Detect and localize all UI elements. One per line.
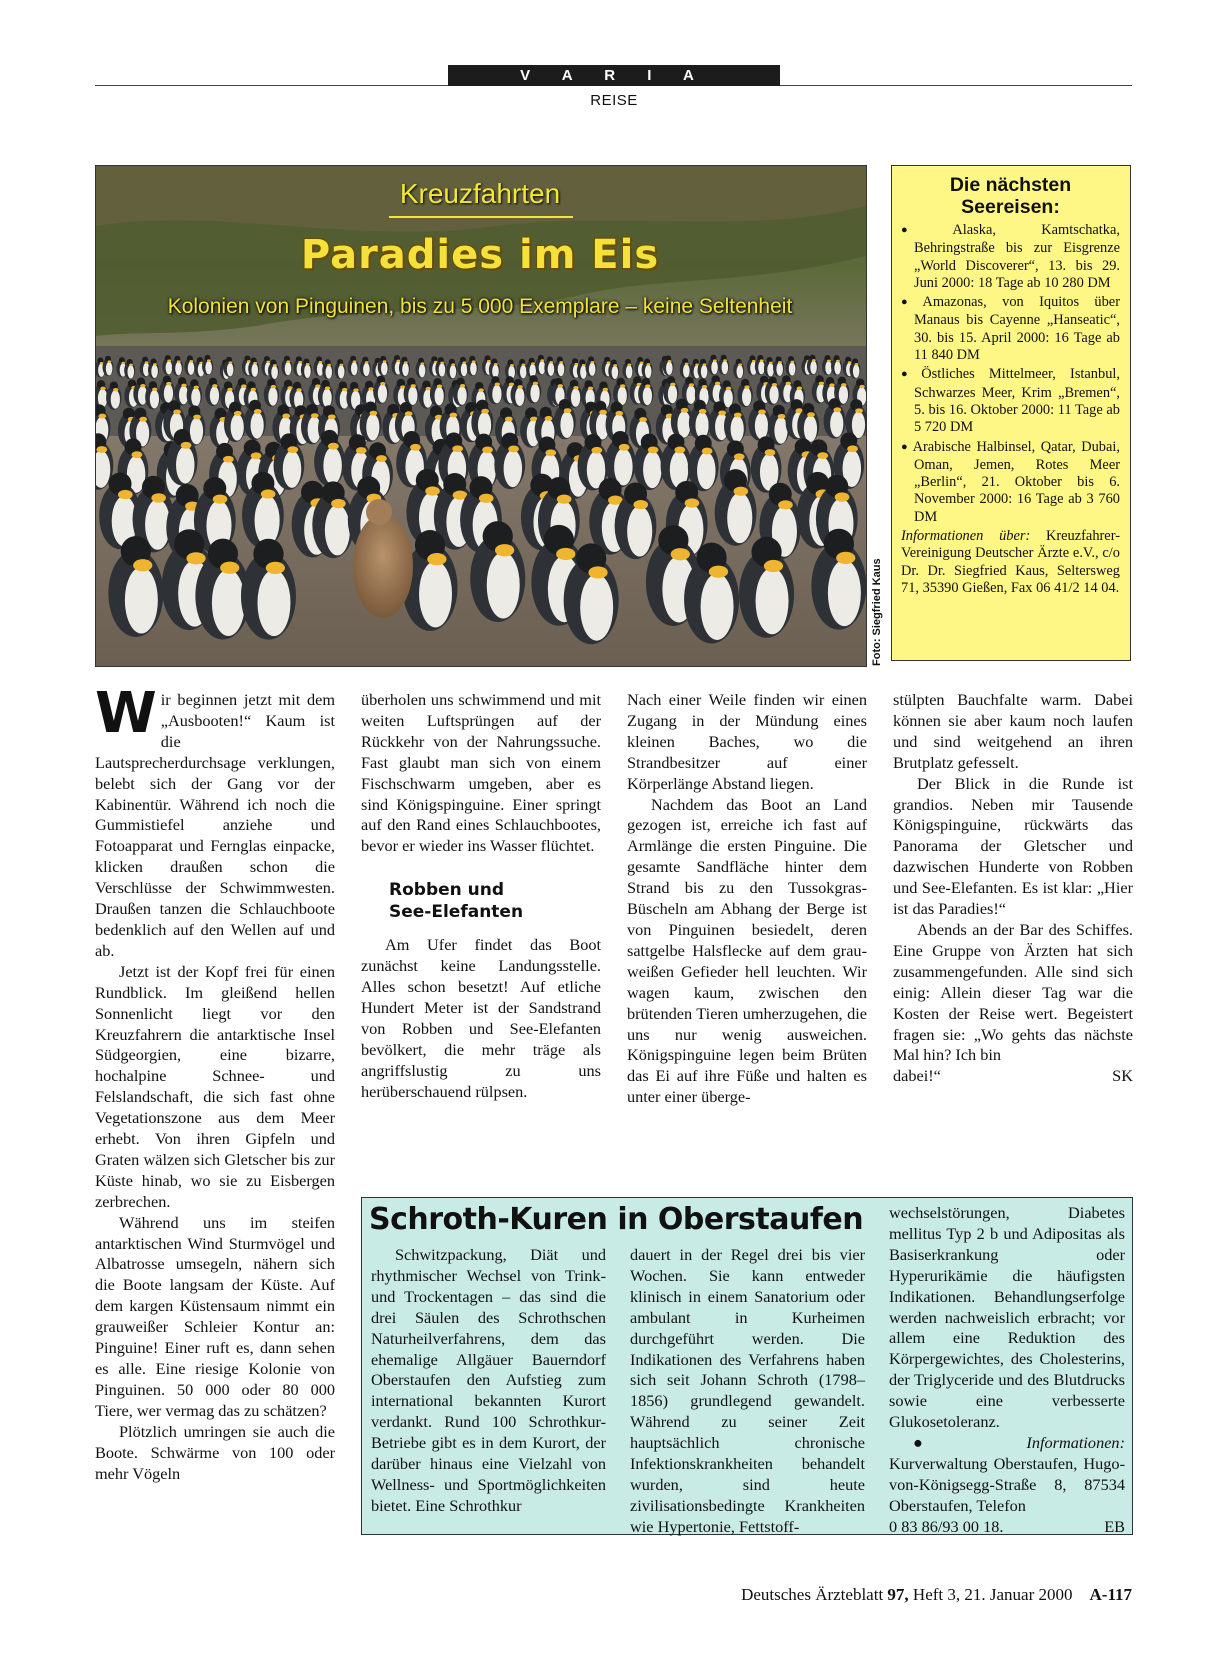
sidebar-info	[901, 528, 1120, 597]
article-paragraph: stülpten Bauchfalte warm. Dabei können sie aber kaum noch laufen und sind weitgehend an ihren Brutplatz gefesselt.	[893, 690, 1133, 772]
box-paragraph: Schwitzpackung, Diät und rhythmischer Wechsel von Trink- und Trockentagen – das sind die drei Säulen des Schrothschen Naturheilverfahrens, dem das ehemalige Allgäuer Bauerndorf Oberstaufen den Aufstieg zum international bekannten Kurort verdankt. Rund 100 Schrothkur-Betriebe gibt es in dem Kurort, der darüber hinaus eine Vielzahl von Wellness- und Sportmöglichkeiten bietet. Eine Schrothkur	[371, 1245, 606, 1515]
author-signature: SK	[1112, 1066, 1133, 1086]
subheadline: Kolonien von Pinguinen, bis zu 5 000 Exemplare – keine Seltenheit	[167, 295, 793, 318]
section-label: V A R I A	[448, 65, 780, 86]
box-column-2	[630, 1245, 865, 1538]
closing-line	[893, 1066, 1133, 1087]
article-paragraph: Jetzt ist der Kopf frei für einen Rundblick. Im gleißend hellen Sonnenlicht liegt vor den Kreuzfahrern die antarktische Insel Südgeorgien, eine bizarre, hochalpine Schnee- und Felslandschaft, die sich fast ohne Vegetationszone aus dem Meer erhebt. Von ihren Gipfeln und Graten wälzen sich Gletscher bis zur Küste hinab, wo sie zu Eisbergen zerbrechen.	[95, 961, 335, 1211]
kicker-underline	[389, 216, 573, 218]
box-column-1	[371, 1245, 606, 1517]
journal-issue: Heft 3, 21. Januar 2000	[912, 1585, 1073, 1604]
cruise-item: ● Alaska, Kamtschatka, Behringstraße bis zur Eisgrenze „World Discoverer“, 13. bis 29. Juni 2000: 18 Tage ab 10 280 DM	[901, 222, 1120, 292]
article-paragraph: Nachdem das Boot an Land gezogen ist, erreiche ich fast auf Armlänge die ersten Pinguine. Die gesamte Sandfläche hinter dem Strand bis zu den Tussokgras-Büscheln am Abhang der Berge ist von Pinguinen besiedelt, deren sattgelbe Halsflecke auf dem grau-weißen Gefieder hell leuchten. Wir wagen kaum, zwischen den brütenden Tieren umherzugehen, die uns nur wenig ausweichen. Königspinguine legen beim Brüten das Ei auf ihre Füße und halten es unter einer überge-	[627, 794, 867, 1107]
subheading-line: Robben und	[389, 880, 505, 901]
box-title: Schroth-Kuren in Oberstaufen	[369, 1202, 864, 1237]
cruise-list-box	[891, 165, 1131, 661]
article-paragraph: Nach einer Weile finden wir einen Zugang in der Mündung eines kleinen Baches, wo die Strandbesitzer auf einer Körperlänge Abstand liegen.	[627, 690, 867, 793]
journal-name: Deutsches Ärzteblatt	[741, 1585, 884, 1604]
box-info-label: Informationen:	[1026, 1432, 1125, 1452]
headline: Paradies im Eis	[300, 232, 660, 278]
info-label: Informationen über:	[901, 528, 1031, 545]
article-paragraph: Der Blick in die Runde ist grandios. Neben mir Tausende Königspinguine, rückwärts das Panorama der Gletscher und dazwischen Hunderte von Robben und See-Elefanten. Es ist klar: „Hier ist das Paradies!“	[893, 773, 1133, 919]
article-paragraph: Abends an der Bar des Schiffes. Eine Gruppe von Ärzten hat sich zusammengefunden. Alle sind sich einig: Allein dieser Tag war die Kosten der Reise wert. Begeistert fragen sie: „Wo gehts das nächste Mal hin? Ich bin	[893, 919, 1133, 1065]
box-phone: 0 83 86/93 00 18.	[889, 1516, 1004, 1536]
box-closing-line	[889, 1517, 1125, 1538]
cruise-item: ● Amazonas, von Iquitos über Manaus bis Cayenne „Hanseatic“, 30. bis 15. April 2000: 16 Tage ab 11 840 DM	[901, 294, 1120, 364]
box-paragraph: wechselstörungen, Diabetes mellitus Typ 2 b und Adipositas als Basiserkrankung oder Hyperurikämie die häufigsten Indikationen. Behandlungserfolge werden nachweislich erbracht; vor allem eine Reduktion des Körpergewichtes, des Cholesterins, der Triglyceride und des Blutdrucks sowie eine verbesserte Glukosetoleranz.	[889, 1203, 1125, 1432]
article-paragraph: ir beginnen jetzt mit dem „Ausbooten!“ Kaum ist die Lautsprecherdurchsage verklungen, belebt sich der Gang vor der Kabinentür. Während ich noch die Gummistiefel anziehe und Fotoapparat und Fernglas einpacke, klicken draußen schon die Verschlüsse der Schwimmwesten. Draußen tanzen die Schlauchboote bedenklich auf den Wellen auf und ab.	[95, 690, 335, 960]
article-paragraph: Plötzlich umringen sie auch die Boote. Schwärme von 100 oder mehr Vögeln	[95, 1421, 335, 1483]
article-paragraph: überholen uns schwimmend und mit weiten Luftsprüngen auf der Rückkehr von der Nahrungssuche. Fast glaubt man sich von einem Fischschwarm umgeben, aber es sind Königspinguine. Einer springt auf den Rand eines Schlauchbootes, bevor er wieder ins Wasser flüchtet.	[361, 690, 601, 856]
info-text: Kreuzfahrer-Vereinigung Deutscher Ärzte e.V., c/o Dr. Dr. Siegfried Kaus, Seltersweg 71, 35390 Gießen, Fax 06 41/2 14 04.	[901, 528, 1120, 596]
page-footer	[95, 1585, 1132, 1605]
cruise-item: ● Arabische Halbinsel, Qatar, Dubai, Oman, Jemen, Rotes Meer „Berlin“, 21. Oktober bis 6. November 2000: 16 Tage ab 3 760 DM	[901, 439, 1120, 526]
article-column-3	[627, 690, 867, 1108]
kicker: Kreuzfahrten	[399, 178, 561, 209]
article-column-1	[95, 681, 335, 1484]
photo-credit: Foto: Siegfried Kaus	[871, 558, 883, 666]
closing-text: dabei!“	[893, 1066, 941, 1086]
journal-volume: 97,	[887, 1585, 909, 1604]
article-column-2	[361, 690, 601, 1103]
sidebar-title: Die nächsten Seereisen:	[949, 174, 1072, 218]
drop-cap: W	[95, 681, 157, 746]
subsection-label: REISE	[590, 92, 638, 109]
cruise-item: ● Östliches Mittelmeer, Istanbul, Schwarzes Meer, Krim „Bremen“, 5. bis 16. Oktober 2000: 11 Tage ab 5 720 DM	[901, 366, 1120, 436]
box-info: ● Informationen: Kurverwaltung Oberstaufen, Hugo-von-Königsegg-Straße 8, 87534 Oberstaufen, Telefon	[889, 1432, 1125, 1515]
article-column-4	[893, 690, 1133, 1087]
box-info-text: Kurverwaltung Oberstaufen, Hugo-von-Königsegg-Straße 8, 87534 Oberstaufen, Telefon	[889, 1453, 1125, 1515]
article-paragraph: Am Ufer findet das Boot zunächst keine Landungsstelle. Alles schon besetzt! Auf etliche Hundert Meter ist der Sandstrand von Robben und See-Elefanten bevölkert, die mehr träge als angriffslustig zu uns herüberschauend rülpsen.	[361, 935, 601, 1101]
section-subheading	[389, 879, 601, 923]
subheading-line: See-Elefanten	[389, 902, 524, 923]
article-paragraph: Während uns im steifen antarktischen Wind Sturmvögel und Albatrosse umsegeln, nähern sich die Boote langsam der Küste. Auf dem kargen Küstensaum nimmt ein grauweißer Schleier Kontur an: Pinguine! Einer ruft es, dann sehen es alle. Eine riesige Kolonie von Pinguinen. 50 000 oder 80 000 Tiere, wer vermag das zu schätzen?	[95, 1212, 335, 1420]
box-signature: EB	[1104, 1516, 1125, 1536]
page-number: A-117	[1089, 1585, 1132, 1604]
box-column-3	[889, 1203, 1125, 1538]
box-paragraph: dauert in der Regel drei bis vier Wochen. Sie kann entweder klinisch in einem Sanatorium oder ambulant in Kurheimen durchgeführt werden. Die Indikationen des Verfahrens haben sich seit Johann Schroth (1798–1856) grundlegend gewandelt. Während zu seiner Zeit hauptsächlich chronische Infektionskrankheiten behandelt wurden, sind heute zivilisationsbedingte Krankheiten wie Hypertonie, Fettstoff-	[630, 1245, 865, 1536]
